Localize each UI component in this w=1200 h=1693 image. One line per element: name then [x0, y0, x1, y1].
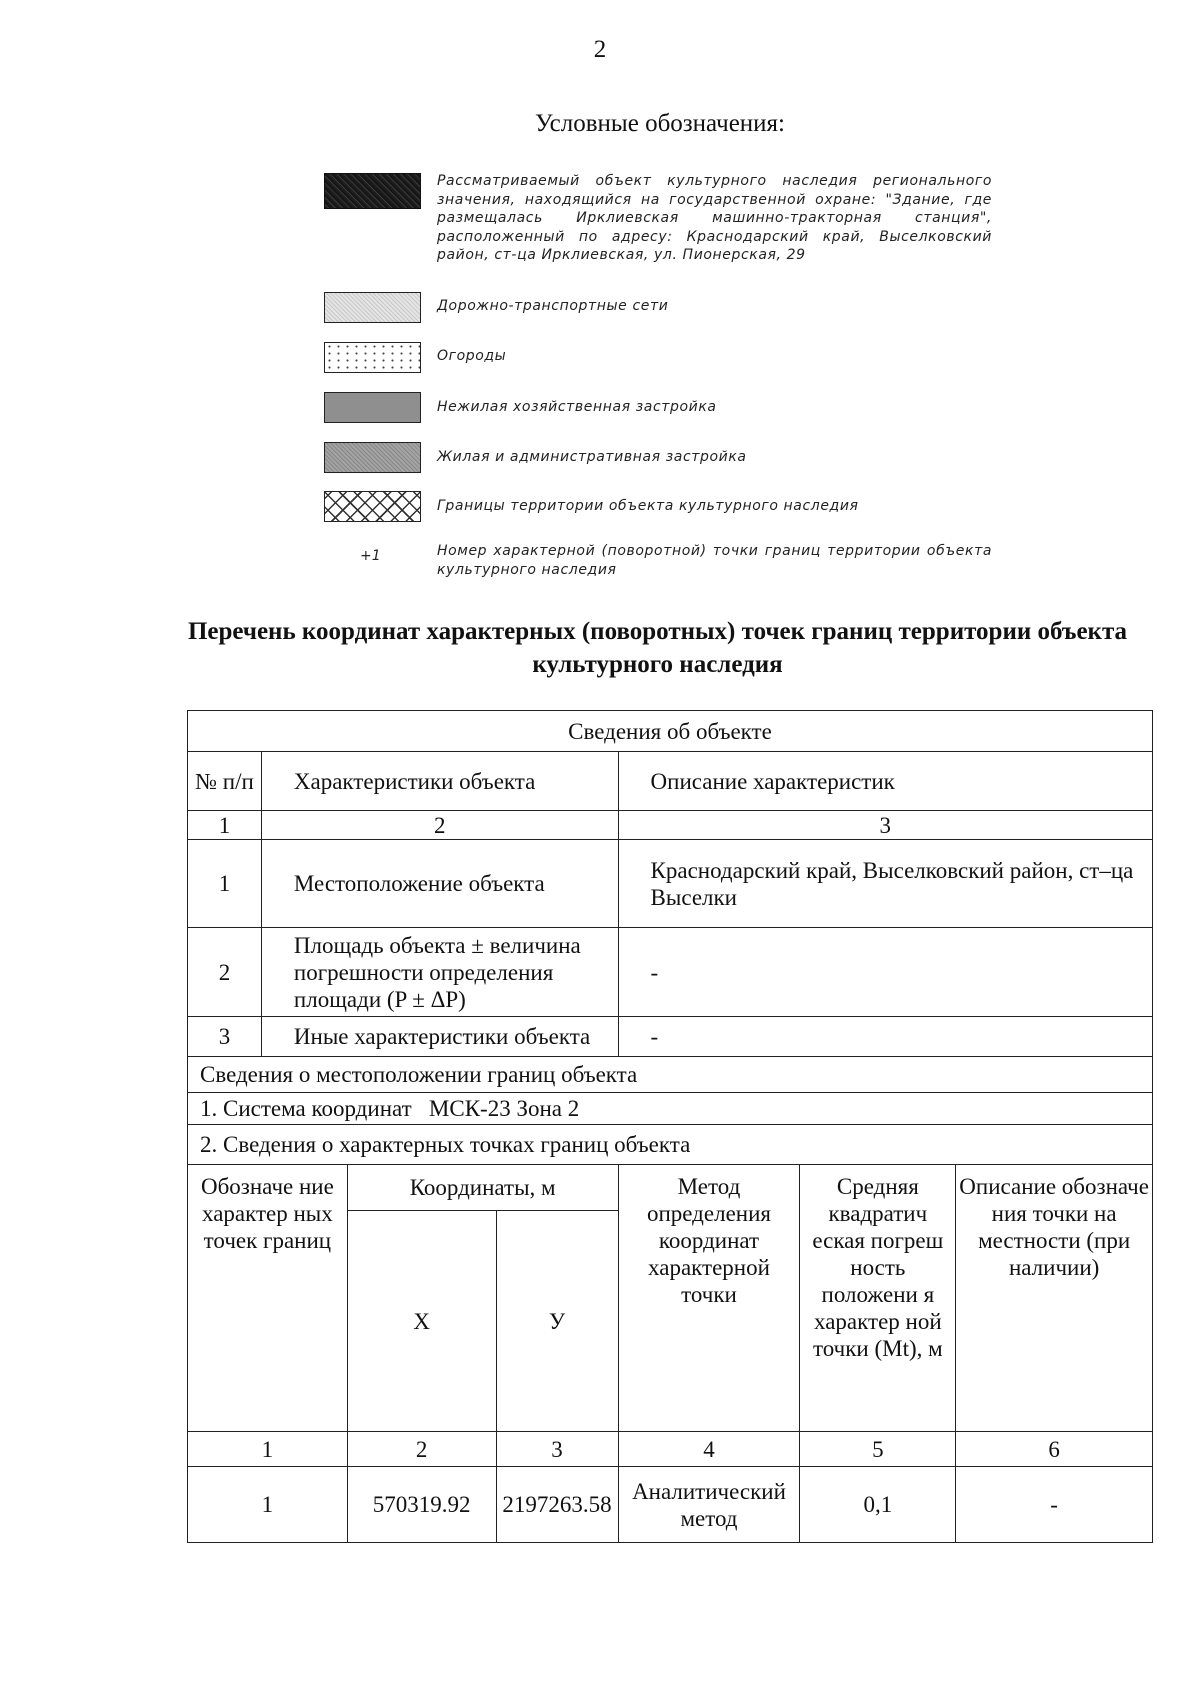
- row-characteristic: Иные характеристики объекта: [261, 1017, 618, 1057]
- residential-swatch: [324, 442, 421, 473]
- row-description: -: [618, 928, 1152, 1017]
- object-info-table: [187, 710, 1153, 1543]
- object-section-header: Сведения об объекте: [188, 711, 1153, 752]
- index-cell: 5: [800, 1432, 956, 1467]
- y-header: У: [496, 1211, 618, 1432]
- col-characteristics-header: Характеристики объекта: [261, 752, 618, 811]
- index-cell: 4: [618, 1432, 800, 1467]
- location-section-header: Сведения о местоположении границ объекта: [188, 1057, 1153, 1093]
- index-cell: 1: [188, 811, 262, 840]
- point-mark: +1: [360, 548, 381, 564]
- row-description: Краснодарский край, Выселковский район, ст–ца Выселки: [618, 840, 1152, 928]
- error-header: Средняя квадратич еская погреш ность положени я характер ной точки (Mt), м: [800, 1165, 956, 1432]
- legend-text-point: Номер характерной (поворотной) точки границ территории объекта культурного наследия: [437, 543, 992, 578]
- method-header: Метод определения координат характерной точки: [618, 1165, 800, 1432]
- legend-text-nonresidential: Нежилая хозяйственная застройка: [437, 399, 717, 415]
- table-row: [188, 928, 1153, 1017]
- designation-header: Обозначе ние характер ных точек границ: [188, 1165, 348, 1432]
- point-description-header: Описание обозначе ния точки на местности (при наличии): [956, 1165, 1153, 1432]
- legend-text-borders: Границы территории объекта культурного наследия: [437, 498, 859, 514]
- point-x: 570319.92: [347, 1467, 496, 1543]
- legend-text-residential: Жилая и административная застройка: [437, 449, 747, 465]
- points-section-header: 2. Сведения о характерных точках границ объекта: [188, 1125, 1153, 1165]
- index-cell: 3: [496, 1432, 618, 1467]
- x-header: X: [347, 1211, 496, 1432]
- roads-swatch: [324, 292, 421, 323]
- table-row: [188, 840, 1153, 928]
- legend-text-object: Рассматриваемый объект культурного наследия регионального значения, находящийся на государственной охране: "Здание, где размещалась Ирклиевская машинно-тракторная станция", расположенный по адресу: Краснодарский край, Выселковский район, ст-ца Ирклиевская, ул. Пионерская, 29: [437, 173, 992, 263]
- index-cell: 2: [261, 811, 618, 840]
- coordinates-title: Перечень координат характерных (поворотных) точек границ территории объекта культурного наследия: [187, 618, 1128, 678]
- col-num-header: № п/п: [188, 752, 262, 811]
- page-number: 2: [593, 36, 607, 63]
- object-swatch: [324, 173, 421, 209]
- row-characteristic: Местоположение объекта: [261, 840, 618, 928]
- index-cell: 6: [956, 1432, 1153, 1467]
- coordinates-header: Координаты, м: [347, 1165, 618, 1211]
- row-num: 1: [188, 840, 262, 928]
- row-characteristic: Площадь объекта ± величина погрешности определения площади (P ± ΔP): [261, 928, 618, 1017]
- point-y: 2197263.58: [496, 1467, 618, 1543]
- coordinate-system: 1. Система координат МСК-23 Зона 2: [188, 1093, 1153, 1125]
- gardens-swatch: [324, 342, 421, 373]
- point-designation: 1: [188, 1467, 348, 1543]
- index-cell: 1: [188, 1432, 348, 1467]
- table-row: [188, 1017, 1153, 1057]
- point-error: 0,1: [800, 1467, 956, 1543]
- legend-text-roads: Дорожно-транспортные сети: [437, 298, 669, 314]
- legend-title: Условные обозначения:: [534, 110, 786, 137]
- row-num: 3: [188, 1017, 262, 1057]
- nonresidential-swatch: [324, 392, 421, 423]
- row-description: -: [618, 1017, 1152, 1057]
- table-row: [188, 1467, 1153, 1543]
- col-description-header: Описание характеристик: [618, 752, 1152, 811]
- point-description: -: [956, 1467, 1153, 1543]
- index-cell: 2: [347, 1432, 496, 1467]
- point-method: Аналитический метод: [618, 1467, 800, 1543]
- borders-swatch: [324, 491, 421, 522]
- legend-text-gardens: Огороды: [437, 348, 507, 364]
- row-num: 2: [188, 928, 262, 1017]
- index-cell: 3: [618, 811, 1152, 840]
